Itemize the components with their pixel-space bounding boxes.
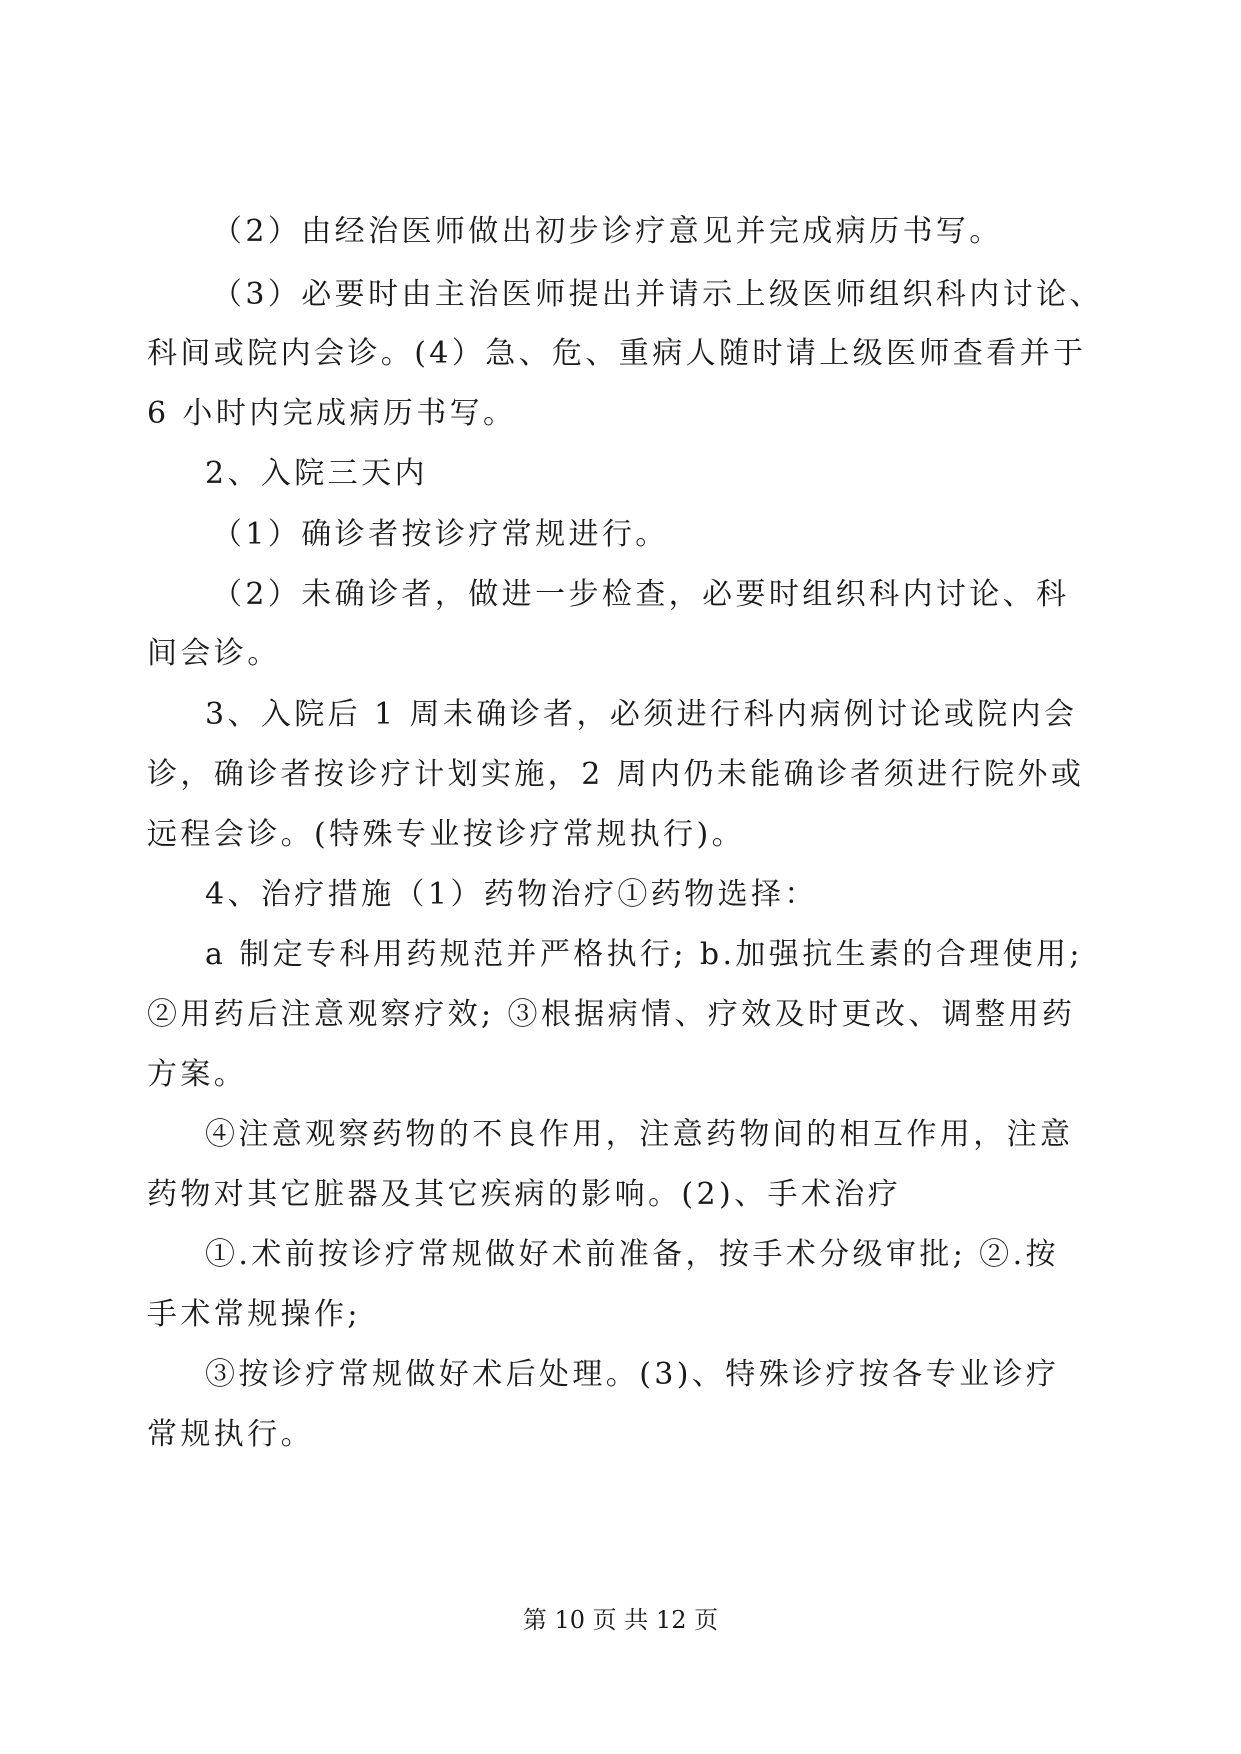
paragraph-line: 间会诊。: [147, 636, 281, 671]
paragraph-line: 4、治疗措施（1）药物治疗①药物选择：: [205, 877, 818, 912]
paragraph-line: 6 小时内完成病历书写。: [147, 396, 517, 431]
paragraph-line: 诊，确诊者按诊疗计划实施，2 周内仍未能确诊者须进行院外或: [147, 757, 1085, 792]
paragraph-line: 远程会诊。(特殊专业按诊疗常规执行)。: [147, 817, 746, 852]
paragraph-line: 2、入院三天内: [205, 456, 428, 491]
paragraph-line: （1）确诊者按诊疗常规进行。: [212, 517, 669, 552]
paragraph-line: ①.术前按诊疗常规做好术前准备，按手术分级审批; ②.按: [205, 1237, 1059, 1272]
page-footer: 第 10 页 共 12 页: [522, 1606, 719, 1634]
paragraph-line: 3、入院后 1 周未确诊者，必须进行科内病例讨论或院内会: [205, 697, 1078, 732]
paragraph-line: （2）由经治医师做出初步诊疗意见并完成病历书写。: [212, 214, 1003, 249]
paragraph-line: ②用药后注意观察疗效; ③根据病情、疗效及时更改、调整用药: [147, 997, 1076, 1032]
paragraph-line: 常规执行。: [147, 1417, 314, 1452]
paragraph-line: 科间或院内会诊。(4）急、危、重病人随时请上级医师查看并于: [147, 336, 1087, 371]
paragraph-line: （3）必要时由主治医师提出并请示上级医师组织科内讨论、: [212, 277, 1103, 312]
paragraph-line: 方案。: [147, 1057, 248, 1092]
paragraph-line: a 制定专科用药规范并严格执行; b.加强抗生素的合理使用;: [205, 937, 1083, 972]
paragraph-line: （2）未确诊者，做进一步检查，必要时组织科内讨论、科: [212, 577, 1070, 612]
paragraph-line: ③按诊疗常规做好术后处理。(3)、特殊诊疗按各专业诊疗: [205, 1357, 1060, 1392]
paragraph-line: 手术常规操作;: [147, 1297, 361, 1332]
paragraph-line: ④注意观察药物的不良作用，注意药物间的相互作用，注意: [205, 1117, 1074, 1152]
paragraph-line: 药物对其它脏器及其它疾病的影响。(2)、手术治疗: [147, 1177, 902, 1212]
